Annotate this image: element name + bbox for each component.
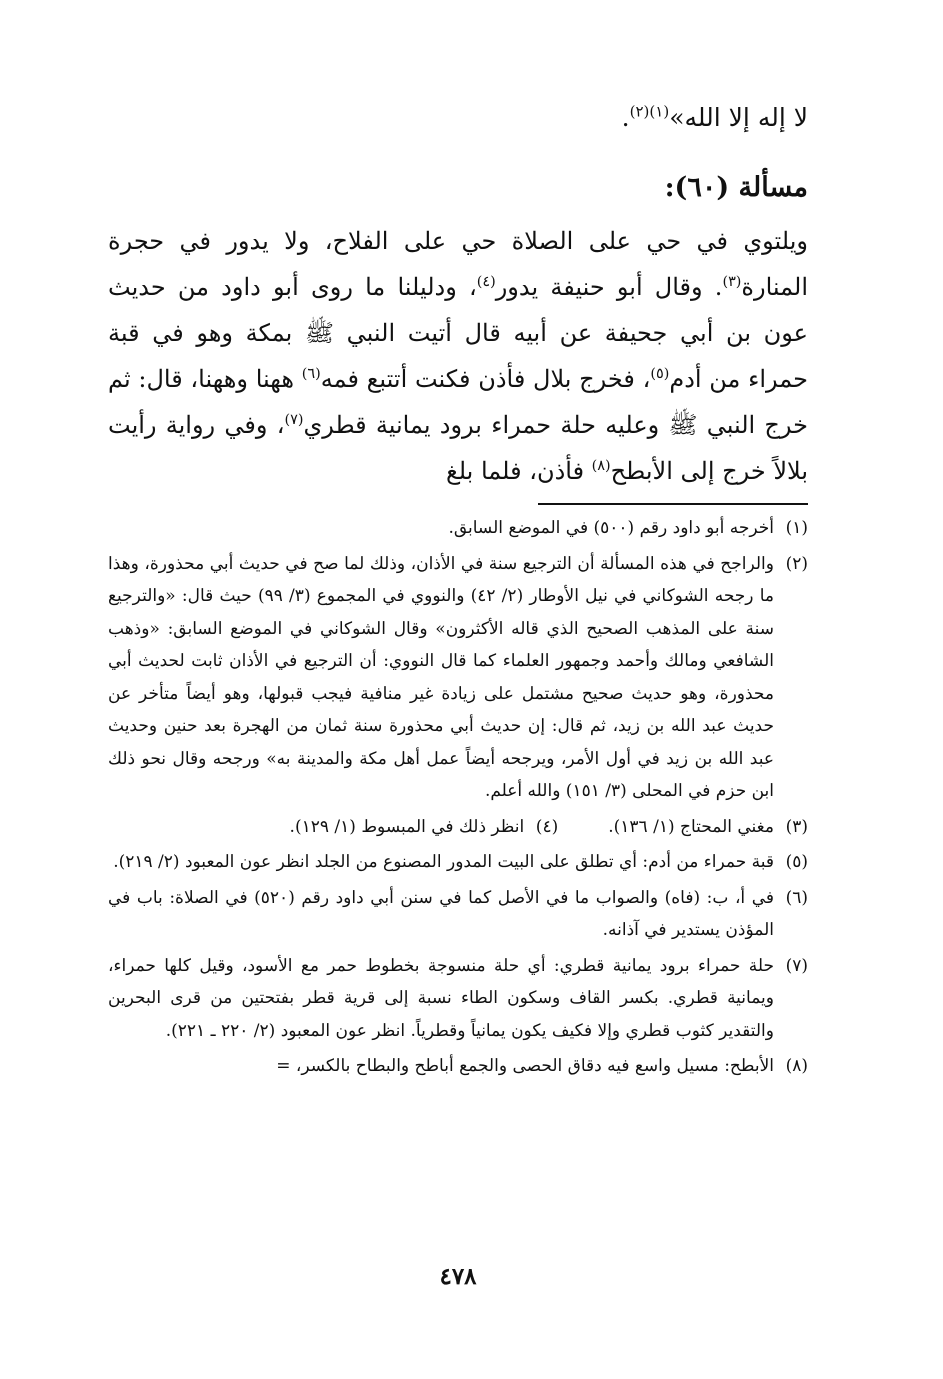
footnote-6: [108, 882, 808, 947]
footnotes-3-4: [108, 811, 808, 844]
footnote-1: [108, 512, 808, 545]
footnote-5: [108, 846, 808, 879]
footnote-ref: (٥): [650, 366, 670, 382]
paragraph-segment: ، وفي رواية رأيت بلالاً خرج إلى الأبطح: [108, 411, 808, 485]
paragraph-segment: ويلتوي في حي على الصلاة حي على الفلاح، ولا يدور في حجرة المنارة: [108, 227, 808, 301]
main-paragraph: [108, 218, 808, 494]
footnote-number: (٥): [785, 852, 808, 872]
issue-heading: مسألة (٦٠):: [664, 172, 808, 203]
paragraph-segment: . وقال أبو حنيفة يدور: [495, 273, 723, 301]
footnotes-section: [108, 512, 808, 1086]
page-number: ٤٧٨: [439, 1263, 477, 1290]
footnote-text: مغني المحتاج (١/ ١٣٦).: [608, 816, 774, 837]
footnote-3: [608, 811, 808, 844]
footnote-number: (٣): [785, 816, 808, 837]
footnote-text: في أ، ب: (فاه) والصواب ما في الأصل كما في سنن أبي داود رقم (٥٢٠) في الصلاة: باب في المؤذن يستدير في آذانه.: [108, 887, 774, 940]
footnote-text: والراجح في هذه المسألة أن الترجيع سنة في الأذان، وذلك لما صح في حديث أبي محذورة، وهذا ما رجحه الشوكاني في نيل الأوطار (٢/ ٤٢) والنووي في المجموع (٣/ ٩٩) حيث قال: «والترجيع سنة على المذهب الصحيح الذي قاله الأكثرون» وقال الشوكاني في الموضع السابق: «وذهب الشافعي ومالك وأحمد وجمهور العلماء كما قال النووي: أن الترجيع في الأذان ثابت لحديث أبي محذورة، وهو حديث صحيح مشتمل على زيادة غير منافية فيجب قبولها، وهو أيضاً متأخر عن حديث عبد الله بن زيد، ثم قال: إن حديث أبي محذورة سنة ثمان من الهجرة بعد حنين وحديث عبد الله بن زيد في أول الأمر، ويرجحه أيضاً عمل أهل مكة والمدينة به» ورجحه وقال نحو ذلك ابن حزم في المحلى (٣/ ١٥١) والله أعلم.: [108, 553, 774, 801]
footnote-ref: (٤): [476, 274, 496, 290]
footnote-number: (٧): [785, 955, 808, 976]
footnote-text: حلة حمراء برود يمانية قطري: أي حلة منسوجة بخطوط حمر مع الأسود، وقيل كلها حمراء، ويمانية قطري. بكسر القاف وسكون الطاء نسبة إلى قرية قطر بفتحتين من قرى البحرين والتقدير كثوب قطري وإلا فكيف يكون يمانياً وقطرياً. انظر عون المعبود (٢/ ٢٢٠ ـ ٢٢١).: [108, 955, 774, 1041]
footnote-4: [290, 811, 559, 844]
continuation-text: لا إله إلا الله»: [669, 103, 808, 132]
continuation-line: [622, 98, 808, 138]
footnote-number: (٦): [785, 887, 808, 908]
footnote-ref: (٣): [722, 274, 742, 290]
footnote-8: [108, 1050, 808, 1083]
footnote-2: [108, 548, 808, 808]
paragraph-segment: ، فخرج بلال فأذن فكنت أتتبع فمه: [320, 365, 651, 393]
paragraph-segment: ههنا وههنا، قال: ثم خرج النبي ﷺ وعليه حلة حمراء برود يمانية قطري: [108, 365, 808, 439]
paragraph-segment: ، ودليلنا ما روى أبو داود من حديث عون بن أبي جحيفة عن أبيه قال أتيت النبي ﷺ بمكة وهو في قبة حمراء من أدم: [108, 273, 809, 393]
footnote-text: قبة حمراء من أدم: أي تطلق على البيت المدور المصنوع من الجلد انظر عون المعبود (٢/ ٢١٩).: [113, 852, 774, 872]
footnote-separator: [538, 503, 808, 505]
footnote-ref: (٦): [301, 366, 321, 382]
book-page: [108, 0, 808, 1379]
paragraph-segment: فأذن، فلما بلغ: [445, 457, 592, 485]
footnote-ref: (٧): [284, 412, 304, 428]
footnote-7: [108, 950, 808, 1048]
footnote-refs: (١)(٢): [629, 102, 670, 121]
footnote-text: انظر ذلك في المبسوط (١/ ١٢٩).: [289, 816, 525, 837]
footnote-number: (٤): [535, 816, 559, 837]
footnote-text: أخرجه أبو داود رقم (٥٠٠) في الموضع السابق.: [448, 518, 774, 538]
footnote-ref: (٨): [591, 458, 611, 474]
continuation-end: .: [621, 103, 630, 132]
footnote-text: الأبطح: مسيل واسع فيه دقاق الحصى والجمع أباطح والبطاح بالكسر، =: [276, 1056, 774, 1076]
footnote-number: (٨): [785, 1056, 808, 1076]
footnote-number: (١): [785, 518, 808, 538]
footnote-number: (٢): [785, 553, 808, 574]
